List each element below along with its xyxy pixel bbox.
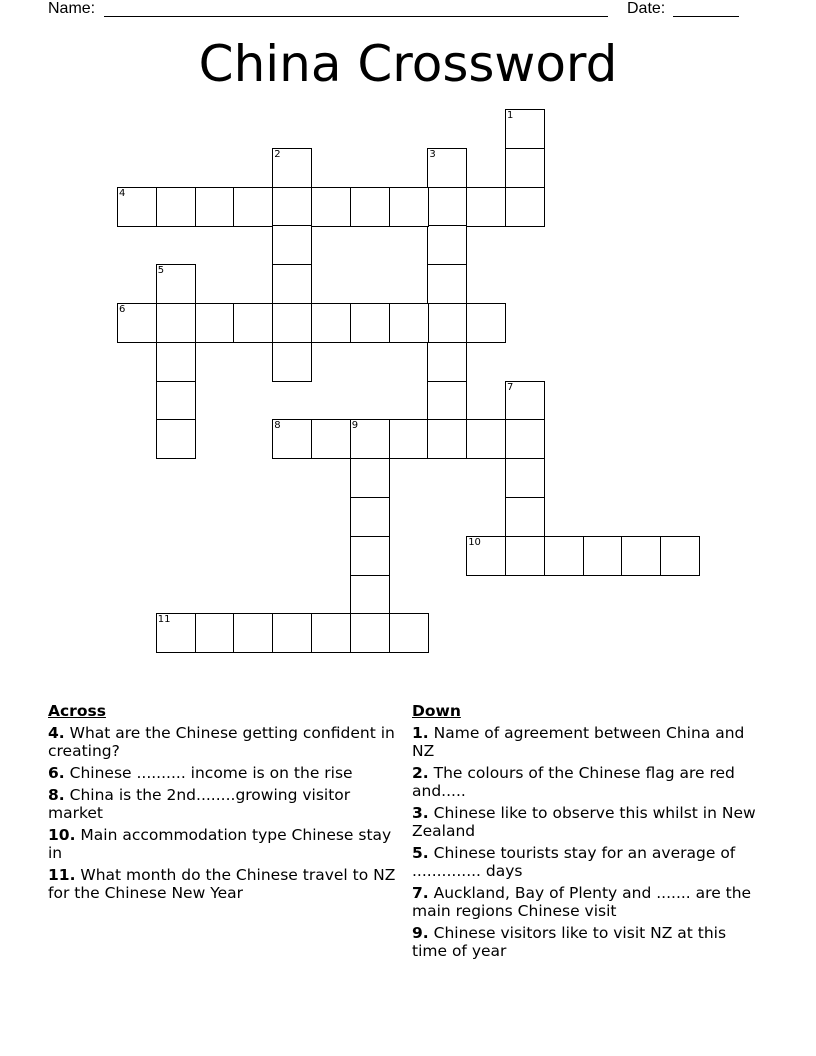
- crossword-cell[interactable]: [389, 303, 429, 343]
- clue-number: 3: [429, 148, 436, 160]
- crossword-cell[interactable]: [233, 187, 273, 227]
- crossword-cell[interactable]: [233, 303, 273, 343]
- clue-across-8: 8. China is the 2nd........growing visitor market: [48, 786, 351, 822]
- clue-number: 1: [507, 110, 514, 121]
- crossword-cell[interactable]: [156, 303, 196, 343]
- crossword-cell[interactable]: [272, 264, 312, 304]
- crossword-cell[interactable]: [389, 613, 429, 653]
- clue-number: 7: [507, 381, 514, 393]
- crossword-cell[interactable]: [427, 381, 467, 421]
- name-label: Name:: [48, 0, 96, 17]
- crossword-cell[interactable]: [466, 303, 506, 343]
- crossword-cell[interactable]: [505, 148, 545, 188]
- clue-number: 9: [351, 420, 359, 432]
- crossword-cell[interactable]: [233, 613, 273, 653]
- crossword-cell[interactable]: [389, 187, 429, 227]
- crossword-cell[interactable]: [660, 536, 700, 576]
- crossword-cell[interactable]: [544, 536, 584, 576]
- crossword-cell[interactable]: [505, 419, 545, 459]
- crossword-cell[interactable]: [156, 381, 196, 421]
- crossword-cell[interactable]: [427, 148, 467, 188]
- clue-across-11: 11. What month do the Chinese travel to NZ for the Chinese New Year: [48, 866, 396, 902]
- crossword-cell[interactable]: [427, 342, 467, 382]
- crossword-cell[interactable]: [272, 225, 312, 265]
- clue-across-4: 4. What are the Chinese getting confident in creating?: [48, 724, 395, 760]
- crossword-cell[interactable]: [156, 342, 196, 382]
- clue-number: 11: [157, 614, 171, 626]
- clue-down-2: 2. The colours of the Chinese flag are red and.....: [412, 764, 735, 800]
- crossword-cell[interactable]: [621, 536, 661, 576]
- crossword-cell[interactable]: [272, 342, 312, 382]
- crossword-cell[interactable]: [505, 536, 545, 576]
- crossword-cell[interactable]: [156, 187, 196, 227]
- across-clues: [48, 702, 400, 906]
- crossword-cell[interactable]: [311, 613, 351, 653]
- clue-number: 10: [468, 536, 481, 548]
- crossword-cell[interactable]: [350, 536, 390, 576]
- clue-down-5: 5. Chinese tourists stay for an average of .............. days: [412, 844, 736, 880]
- crossword-cell[interactable]: [427, 187, 467, 227]
- crossword-cell[interactable]: [156, 264, 196, 304]
- across-heading: Across: [48, 702, 106, 720]
- clue-number: 4: [119, 187, 126, 199]
- clue-down-9: 9. Chinese visitors like to visit NZ at this time of year: [412, 924, 727, 960]
- crossword-cell[interactable]: [505, 187, 545, 227]
- crossword-cell[interactable]: [117, 303, 157, 343]
- clue-across-6: 6. Chinese .......... income is on the rise: [48, 764, 353, 782]
- crossword-cell[interactable]: [272, 419, 312, 459]
- down-heading: Down: [412, 702, 461, 720]
- clue-down-7: 7. Auckland, Bay of Plenty and ....... are the main regions Chinese visit: [412, 884, 752, 920]
- crossword-cell[interactable]: [350, 497, 390, 537]
- crossword-cell[interactable]: [195, 303, 235, 343]
- down-clues: [412, 702, 762, 964]
- crossword-cell[interactable]: [466, 419, 506, 459]
- crossword-cell[interactable]: [505, 497, 545, 537]
- crossword-cell[interactable]: [427, 264, 467, 304]
- crossword-cell[interactable]: [195, 187, 235, 227]
- crossword-cell[interactable]: [156, 419, 196, 459]
- crossword-cell[interactable]: [466, 536, 506, 576]
- page-title: China Crossword: [198, 35, 618, 93]
- crossword-cell[interactable]: [350, 187, 390, 227]
- crossword-cell[interactable]: [311, 303, 351, 343]
- clue-number: 2: [274, 148, 281, 160]
- crossword-cell[interactable]: [505, 381, 545, 421]
- crossword-cell[interactable]: [350, 575, 390, 615]
- crossword-cell[interactable]: [156, 613, 196, 653]
- crossword-cell[interactable]: [350, 613, 390, 653]
- clue-number: 6: [119, 304, 126, 315]
- crossword-cell[interactable]: [272, 187, 312, 227]
- crossword-cell[interactable]: [427, 419, 467, 459]
- crossword-cell[interactable]: [195, 613, 235, 653]
- clue-down-1: 1. Name of agreement between China and NZ: [412, 724, 745, 760]
- crossword-cell[interactable]: [350, 419, 390, 459]
- crossword-cell[interactable]: [117, 187, 157, 227]
- crossword-cell[interactable]: [427, 303, 467, 343]
- crossword-cell[interactable]: [350, 303, 390, 343]
- crossword-cell[interactable]: [311, 187, 351, 227]
- crossword-cell[interactable]: [389, 419, 429, 459]
- date-label: Date:: [627, 0, 666, 17]
- crossword-cell[interactable]: [505, 109, 545, 149]
- clue-across-10: 10. Main accommodation type Chinese stay in: [48, 826, 392, 862]
- clue-number: 8: [274, 420, 281, 432]
- crossword-cell[interactable]: [311, 419, 351, 459]
- crossword-cell[interactable]: [505, 458, 545, 498]
- crossword-cell[interactable]: [350, 458, 390, 498]
- crossword-cell[interactable]: [272, 148, 312, 188]
- crossword-cell[interactable]: [466, 187, 506, 227]
- crossword-cell[interactable]: [427, 225, 467, 265]
- crossword-cell[interactable]: [272, 613, 312, 653]
- crossword-cell[interactable]: [272, 303, 312, 343]
- clue-down-3: 3. Chinese like to observe this whilst in New Zealand: [412, 804, 756, 840]
- crossword-cell[interactable]: [583, 536, 623, 576]
- clue-number: 5: [157, 265, 165, 277]
